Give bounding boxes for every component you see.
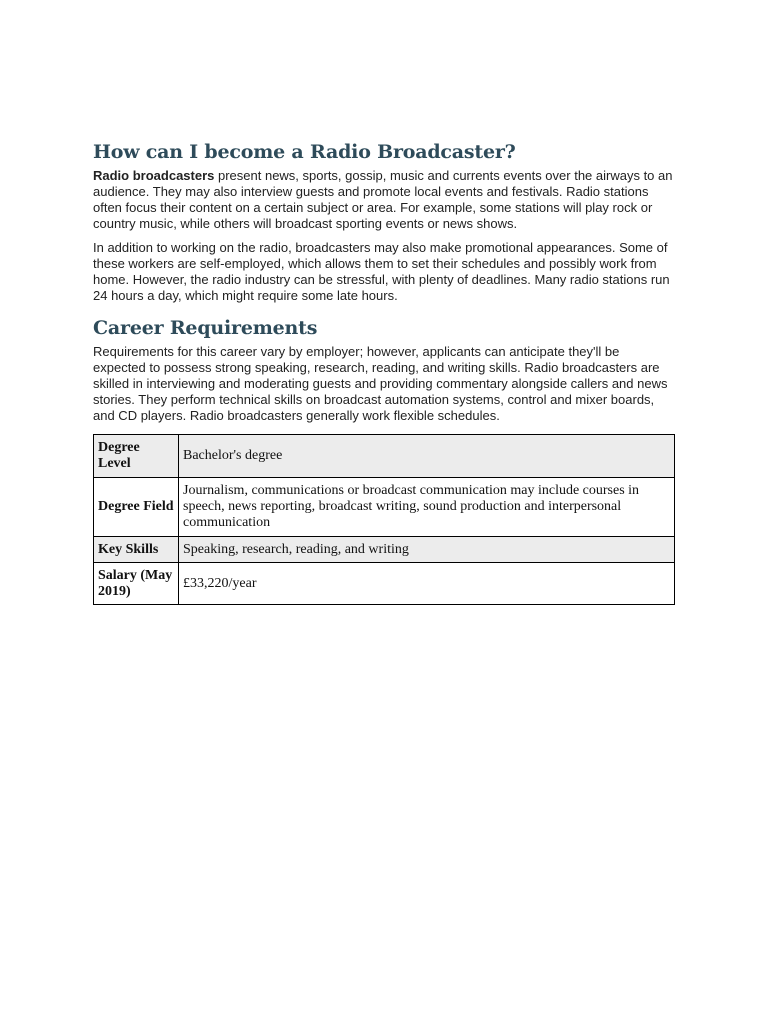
table-row xyxy=(94,478,675,537)
section-heading: Career Requirements xyxy=(93,317,318,339)
degree-level-value: Bachelor's degree xyxy=(179,435,675,478)
page-title: How can I become a Radio Broadcaster? xyxy=(93,141,516,163)
key-skills-label: Key Skills xyxy=(94,537,179,563)
table-row xyxy=(94,435,675,478)
intro-paragraph xyxy=(93,168,675,232)
degree-field-value: Journalism, communications or broadcast communication may include courses in speech, news reporting, broadcast writing, sound production and interpersonal communication xyxy=(179,478,675,537)
requirements-table xyxy=(93,434,675,605)
degree-field-label: Degree Field xyxy=(94,478,179,537)
salary-label: Salary (May 2019) xyxy=(94,563,179,605)
section-paragraph: Requirements for this career vary by employer; however, applicants can anticipate they'll be expected to possess strong speaking, research, reading, and writing skills. Radio broadcasters are skilled in interviewing and moderating guests and providing commentary alongside callers and news stories. They perform technical skills on broadcast automation systems, control and mixer boards, and CD players. Radio broadcasters generally work flexible schedules. xyxy=(93,344,668,423)
key-skills-value: Speaking, research, reading, and writing xyxy=(179,537,675,563)
second-paragraph: In addition to working on the radio, broadcasters may also make promotional appearances. Some of these workers are self-employed, which allows them to set their schedules and possibly work from home. However, the radio industry can be stressful, with plenty of deadlines. Many radio stations run 24 hours a day, which might require some late hours. xyxy=(93,240,670,303)
intro-text: present news, sports, gossip, music and currents events over the airways to an audience. They may also interview guests and promote local events and festivals. Radio stations often focus their content on a certain subject or area. For example, some stations will play rock or country music, while others will broadcast sporting events or news shows. xyxy=(93,168,673,231)
degree-level-label: Degree Level xyxy=(94,435,179,478)
intro-bold-lead: Radio broadcasters xyxy=(93,168,215,183)
document-page xyxy=(93,140,675,605)
table-row xyxy=(94,563,675,605)
table-row xyxy=(94,537,675,563)
salary-value: £33,220/year xyxy=(179,563,675,605)
